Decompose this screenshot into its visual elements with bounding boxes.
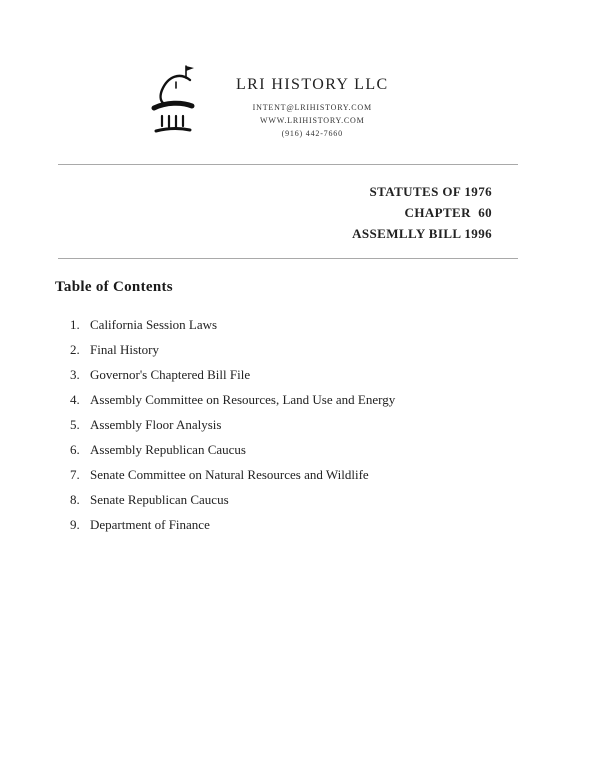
toc-item xyxy=(70,362,600,387)
company-phone: (916) 442-7660 xyxy=(281,129,343,138)
bill-line: ASSEMLLY BILL 1996 xyxy=(352,226,492,241)
toc-item-label: Assembly Floor Analysis xyxy=(90,417,222,432)
title-block xyxy=(58,181,518,244)
toc-item xyxy=(70,437,600,462)
company-email: INTENT@LRIHISTORY.COM xyxy=(252,103,372,112)
toc-item xyxy=(70,462,600,487)
toc-item xyxy=(70,487,600,512)
toc-list xyxy=(70,312,600,537)
toc-item xyxy=(70,412,600,437)
chapter-line: CHAPTER 60 xyxy=(404,205,492,220)
company-website: WWW.LRIHISTORY.COM xyxy=(260,116,365,125)
company-block xyxy=(236,62,389,140)
toc-item-label: Senate Committee on Natural Resources and Wildlife xyxy=(90,467,369,482)
letterhead xyxy=(0,0,600,140)
toc-item xyxy=(70,512,600,537)
divider-bottom xyxy=(58,258,518,259)
toc-item-label: Governor's Chaptered Bill File xyxy=(90,367,251,382)
toc-item xyxy=(70,387,600,412)
toc-item xyxy=(70,337,600,362)
toc-item-label: Final History xyxy=(90,342,159,357)
statutes-line: STATUTES OF 1976 xyxy=(369,184,492,199)
capitol-sketch-icon xyxy=(146,62,208,136)
toc-heading: Table of Contents xyxy=(55,279,173,295)
company-name: LRI HISTORY LLC xyxy=(236,76,389,93)
toc-item-label: Department of Finance xyxy=(90,517,210,532)
toc-item-label: Assembly Republican Caucus xyxy=(90,442,246,457)
toc-item-label: California Session Laws xyxy=(90,317,218,332)
divider-top xyxy=(58,164,518,165)
toc-item xyxy=(70,312,600,337)
toc-item-label: Senate Republican Caucus xyxy=(90,492,229,507)
toc-item-label: Assembly Committee on Resources, Land Use and Energy xyxy=(90,392,396,407)
